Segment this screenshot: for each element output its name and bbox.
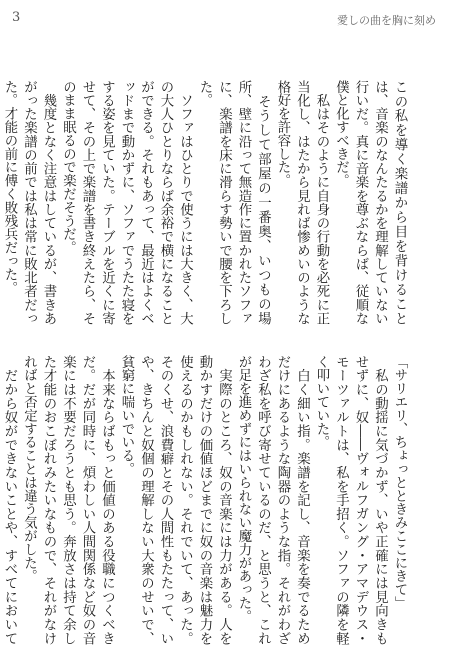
paragraph-block: 「サリエリ、ちょっとときみここにきて」 私の動揺に気づかず、いや正確には見向きもせずに、奴――ヴォルフガング・アマデウス・モーツァルトは、私を手招く。ソファの隣を軽く叩いていた。 白く細い指。楽譜を記し、音楽を奏でるためだけにあるような陶器のような指。それがわざわざ私を呼び寄せているのだ、と思うと、これが足を進めずにはいられない魔力があった。 実際のところ、奴の音楽には力がある。人を動かすだけの価値ほどまでに奴の音楽は魅力を使えるのかもしれない。それでいて、あった。そのくせ、浪費癖とその人間性もたたって、いや、きちんと奴個の理解しない大衆のせいで、貧窮に喘いでいる。 本来ならばもっと価値のある役職につくべきだ。だが同時に、煩わしい人間関係など奴の音楽には不要だろうとも思う。奔放さは持て余した才能のおこぼれみたいなもので、それがなければと否定することは違う気がした。 だから奴ができないことや、すべてにおいて: [2, 355, 407, 645]
body-text-lower: [2, 355, 448, 645]
running-head: 愛しの曲を胸に刻め: [337, 14, 436, 27]
body-text-upper: [2, 80, 448, 325]
page-number: 3: [12, 10, 22, 25]
paragraph-block: この私を導く楽譜から目を背けることは、音楽のなんたるかを理解していない行いだ。真に音楽を尊ぶならば、従順な僕と化すべきだ。 私はそのように自身の行動を必死に正当化し、はたから見れば惨めいのような格好を許容した。 そうして部屋の一番奥、いつもの場所、壁に沿って無造作に置かれたソファに、楽譜を床に滑らす勢いで腰を下ろした。 ソファはひとりで使うには大きく、大の大人ひとりならば余裕で横になることができる。それもあって、最近はよくベッドまで動かずに、ソファでうたた寝をする姿を見ていた。テーブルを近くに寄せて、その上で楽譜を書き終えたら、そのまま眠るので楽だそうだ。 幾度となく注意はしているが、書きあがった楽譜の前では私は常に敗北者だった。才能の前に傅く敗残兵だった。: [2, 80, 407, 325]
